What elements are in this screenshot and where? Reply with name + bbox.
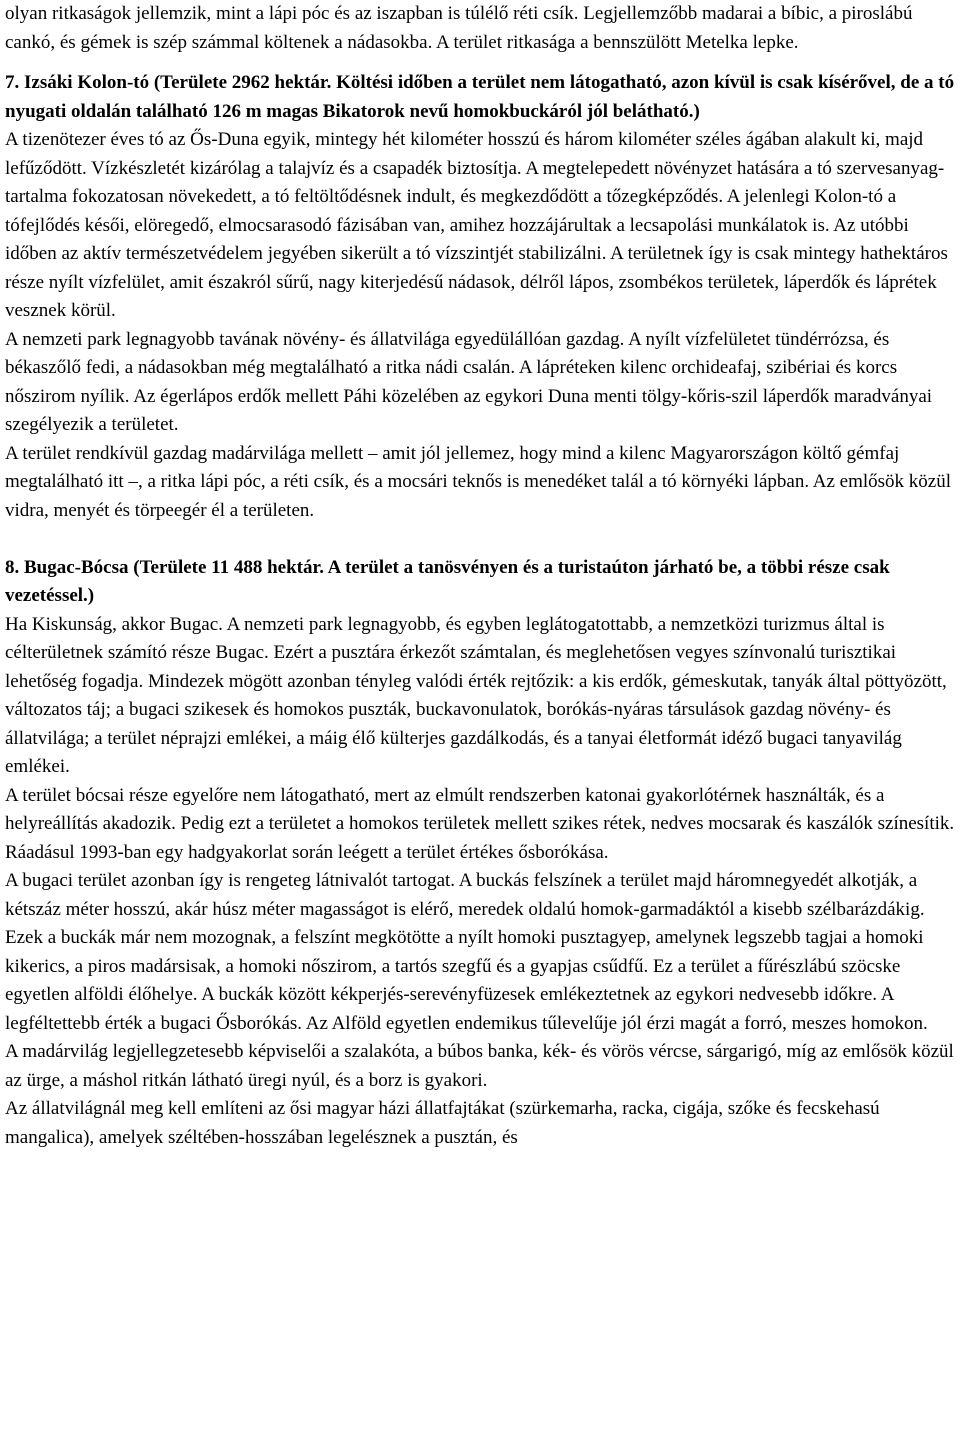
section-8-paragraph-2: A terület bócsai része egyelőre nem látogatható, mert az elmúlt rendszerben katonai gyakorlótérnek használták, és a helyreállítás akadozik. Pedig ezt a területet a homokos területek mellett szikes rétek, nedves mocsarak és kaszálók színesítik. Ráadásul 1993-ban egy hadgyakorlat során leégett a terület értékes ősborókása.: [5, 784, 955, 863]
spacer: [5, 57, 955, 69]
section-8-paragraph-5: Az állatvilágnál meg kell említeni az ősi magyar házi állatfajtákat (szürkemarha, racka, cigája, szőke és fecskehasú mangalica), amelyek széltében-hosszában legelésznek a pusztán, és: [5, 1098, 880, 1148]
section-7-paragraph-3: A terület rendkívül gazdag madárvilága mellett – amit jól jellemez, hogy mind a kilenc Magyarországon költő gémfaj megtalálható itt –, a ritka lápi póc, a réti csík, és a mocsári teknős is menedéket talál a tó környéki lápban. Az emlősök közül vidra, menyét és törpeegér él a területen.: [5, 442, 952, 521]
section-8-heading: [5, 554, 955, 611]
intro-paragraph: olyan ritkaságok jellemzik, mint a lápi póc és az iszapban is túlélő réti csík. Legjellemzőbb madarai a bíbic, a piroslábú cankó, és gémek is szép számmal költenek a nádasokba. A terület ritkasága a bennszülött Metelka lepke.: [5, 3, 913, 53]
section-8-paragraph-3: A bugaci terület azonban így is rengeteg látnivalót tartogat. A buckás felszínek a terület majd háromnegyedét alkotják, a kétszáz méter hosszú, akár húsz méter magasságot is elérő, meredek oldalú homok-garmadáktól a kisebb szélbarázdákig. Ezek a buckák már nem mozognak, a felszínt megkötötte a nyílt homoki pusztagyep, amelynek legszebb tagjai a homoki kikerics, a piros madársisak, a homoki nőszirom, a tartós szegfű és a gyapjas csűdfű. Ez a terület a fűrészlábú szöcske egyetlen alföldi élőhelye. A buckák között kékperjés-serevényfüzesek emlékeztetnek az egykori nedvesebb időkre. A legféltettebb érték a bugaci Ősborókás. Az Alföld egyetlen endemikus tűlevelűje jól érzi magát a forró, meszes homokon.: [5, 870, 928, 1034]
section-8-paragraph-4: A madárvilág legjellegzetesebb képviselői a szalakóta, a búbos banka, kék- és vörös vércse, sárgarigó, míg az emlősök közül az ürge, a máshol ritkán látható üregi nyúl, és a borz is gyakori.: [5, 1041, 954, 1091]
document-page: [5, 0, 955, 1152]
section-7-paragraph-1: A tizenötezer éves tó az Ős-Duna egyik, mintegy hét kilométer hosszú és három kilométer széles ágában alakult ki, majd lefűződött. Vízkészletét kizárólag a talajvíz és a csapadék biztosítja. A megtelepedett növényzet hatására a tó szervesanyag-tartalma fokozatosan növekedett, a tó feltöltődésnek indult, és megkezdődött a tőzegképződés. A jelenlegi Kolon-tó a tófejlődés késői, elöregedő, elmocsarasodó fázisában van, amihez hozzájárultak a lecsapolási munkálatok is. Az utóbbi időben az aktív természetvédelem jegyében sikerült a tó vízszintjét stabilizálni. A területnek így is csak mintegy hathektáros része nyílt vízfelület, amit északról sűrű, nagy kiterjedésű nádasok, délről lápos, zsombékos területek, láperdők és láprétek vesznek körül.: [5, 129, 948, 321]
section-8-heading-text: 8. Bugac-Bócsa (Területe 11 488 hektár. A terület a tanösvényen és a turistaúton járható be, a többi része csak vezetéssel.): [5, 556, 890, 606]
section-7-heading: [5, 69, 955, 126]
section-8-paragraph-1: Ha Kiskunság, akkor Bugac. A nemzeti park legnagyobb, és egyben leglátogatottabb, a nemzetközi turizmus által is célterületnek számító része Bugac. Ezért a pusztára érkezőt számtalan, és meglehetősen vegyes színvonalú turisztikai lehetőség fogadja. Mindezek mögött azonban tényleg valódi érték rejtőzik: a kis erdők, gémeskutak, tanyák által pöttyözött, változatos táj; a bugaci szikesek és homokos puszták, buckavonulatok, borókás-nyáras társulások gazdag növény- és állatvilága; a terület néprajzi emlékei, a máig élő külterjes gazdálkodás, és a tanyai életformát idéző bugaci tanyavilág emlékei.: [5, 613, 947, 777]
spacer: [5, 525, 955, 554]
section-7-paragraph-2: A nemzeti park legnagyobb tavának növény- és állatvilága egyedülállóan gazdag. A nyílt vízfelületet tündérrózsa, és békaszőlő fedi, a nádasokban még megtalálható a ritka nádi csalán. A lápréteken kilenc orchideafaj, szibériai és korcs nőszirom nyílik. Az égerlápos erdők mellett Páhi közelében az egykori Duna menti tölgy-kőris-szil láperdők maradványai szegélyezik a területet.: [5, 328, 933, 435]
section-7-heading-text: 7. Izsáki Kolon-tó (Területe 2962 hektár. Költési időben a terület nem látogatható, azon kívül is csak kísérővel, de a tó nyugati oldalán található 126 m magas Bikatorok nevű homokbuckáról jól belátható.): [5, 72, 955, 122]
